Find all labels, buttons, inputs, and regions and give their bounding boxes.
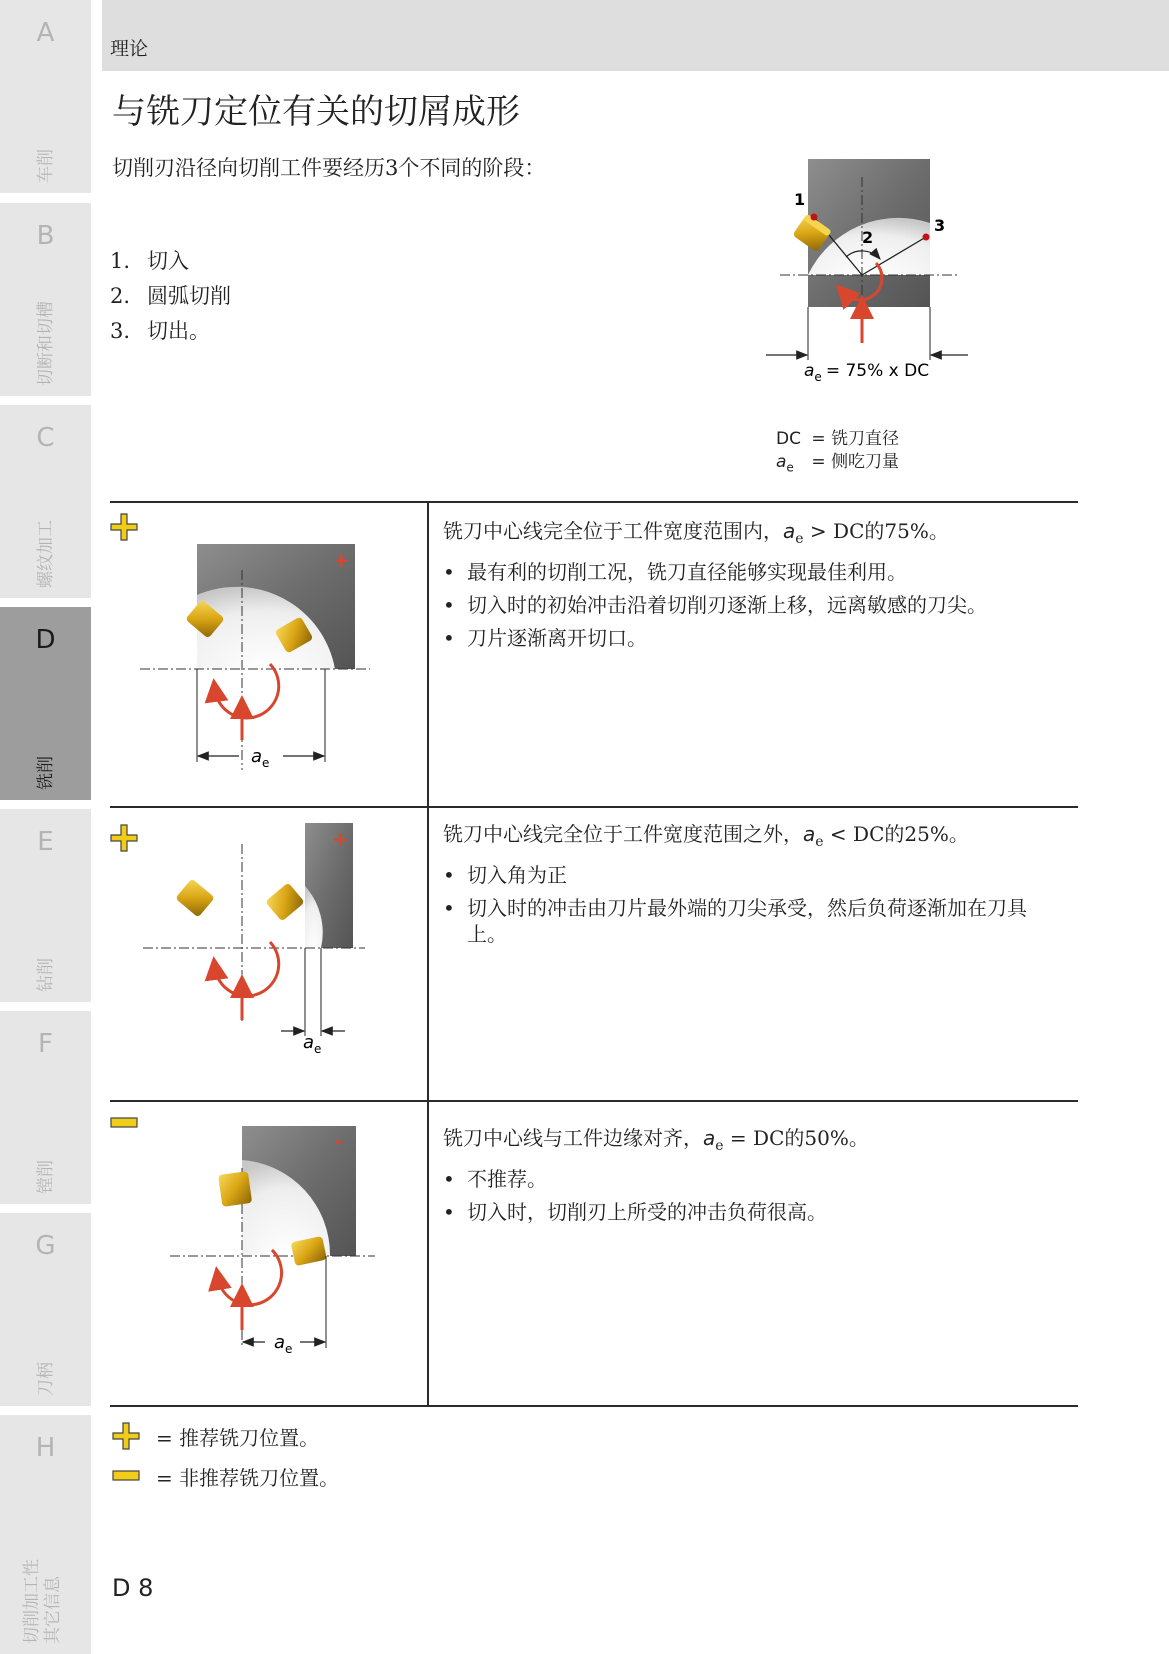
rotation-arrow [215,664,279,718]
side-tab-f[interactable] [0,1011,91,1204]
list-item [110,279,231,314]
side-tab-label: 刀柄 [36,1362,56,1396]
row-description [443,821,1073,954]
side-tab-label-line2: 其它信息 [43,1576,63,1644]
stage-text: 切入 [147,249,189,273]
rotation-arrow [218,1250,282,1305]
side-tab-letter: B [36,221,55,251]
side-tab-letter: F [38,1029,53,1059]
legend-text: = 推荐铣刀位置。 [156,1426,320,1450]
side-tab-d[interactable] [0,607,91,800]
stage-number: 1. [110,249,131,273]
workpiece-sign: + [332,827,349,851]
definitions [776,428,899,479]
entry-point [811,214,818,221]
table-rule [110,1405,1078,1407]
list-item: • 切入时的冲击由刀片最外端的刀尖承受，然后负荷逐渐加在刀具上。 [443,895,1073,947]
definition-symbol: DC [776,429,801,449]
definition-row [776,428,899,451]
side-tab-label: 车削 [36,149,56,183]
workpiece-sign: + [333,548,350,572]
dimension-label: $a_e$ [251,746,270,770]
header-bar [102,0,1169,71]
row-lead: 铣刀中心线完全位于工件宽度范围之外，$a_e$ < DC的25%。 [443,822,969,850]
side-tab-letter: E [37,827,54,857]
table-divider [427,501,429,1407]
side-tab-label: 钻削 [36,958,56,992]
side-tab-h[interactable] [0,1415,91,1654]
side-tab-letter: D [35,625,56,655]
side-tab-e[interactable] [0,809,91,1002]
definition-eq: = [811,429,826,449]
workpiece-sign: - [334,1129,343,1153]
minus-mark-icon [110,1116,138,1130]
side-tab-label: 铣削 [36,756,56,790]
definition-meaning: 铣刀直径 [831,429,900,449]
side-tab-label: 镗削 [36,1160,56,1194]
stage-label-2: 2 [862,228,874,247]
position-figure-full [135,540,375,780]
row-description [443,518,1073,658]
table-rule [110,501,1078,503]
legend-not-recommended [112,1462,340,1495]
list-item: • 刀片逐渐离开切口。 [443,625,1073,651]
side-tab-letter: G [35,1231,56,1261]
stage-number: 2. [110,284,131,308]
plus-mark-icon [110,513,138,541]
definition-row [776,451,899,479]
list-item: • 不推荐。 [443,1166,1073,1192]
list-item: • 切入角为正 [443,862,1073,888]
list-item: • 切入时，切削刃上所受的冲击负荷很高。 [443,1199,1073,1225]
phases-figure [760,155,970,387]
list-item: • 切入时的初始冲击沿着切削刃逐渐上移，远离敏感的刀尖。 [443,592,1073,618]
dimension-label: $a_e$ [274,1332,293,1356]
side-tab-c[interactable] [0,405,91,598]
definition-eq: = [811,452,826,472]
minus-mark-icon [112,1462,140,1490]
list-item [110,244,231,279]
page-title: 与铣刀定位有关的切屑成形 [112,92,520,132]
row-description [443,1125,1073,1232]
side-tab-letter: C [36,423,55,453]
page-number: D 8 [112,1574,154,1602]
insert [265,882,305,921]
side-tab-label: 螺纹加工 [36,520,56,588]
side-tab-a[interactable] [0,0,91,193]
plus-mark-icon [110,824,138,852]
stage-list [110,244,231,349]
legend-text: = 非推荐铣刀位置。 [156,1466,340,1490]
side-tab-letter: H [35,1433,56,1463]
side-tab-g[interactable] [0,1213,91,1406]
insert [175,878,215,917]
insert [218,1171,252,1207]
stage-label-3: 3 [934,216,946,235]
list-item: • 最有利的切削工况，铣刀直径能够实现最佳利用。 [443,559,1073,585]
side-tab-letter: A [36,18,55,48]
definition-meaning: 侧吃刀量 [831,452,900,472]
stage-text: 圆弧切削 [147,284,231,308]
exit-point [923,234,930,241]
table-rule [110,806,1078,808]
dimension-label: $a_e$ [303,1032,322,1056]
side-tab-label-line1: 切削加工性 [22,1559,42,1644]
stage-number: 3. [110,319,131,343]
position-figure-edge [160,1120,380,1360]
row-lead: 铣刀中心线完全位于工件宽度范围内，$a_e$ > DC的75%。 [443,519,949,547]
stage-label-1: 1 [794,190,806,209]
section-label: 理论 [110,38,149,60]
plus-mark-icon [112,1422,140,1450]
table-rule [110,1100,1078,1102]
position-figure-outside [135,816,375,1056]
definition-symbol: $a_e$ [776,452,794,475]
rotation-arrow [215,942,279,996]
side-tab-label: 切断和切槽 [36,301,56,386]
row-lead: 铣刀中心线与工件边缘对齐，$a_e$ = DC的50%。 [443,1126,869,1154]
intro-text: 切削刃沿径向切削工件要经历3个不同的阶段： [112,156,546,180]
legend-recommended [112,1422,320,1455]
dimension-label: $a_e = 75\%$ x DC [804,361,930,384]
list-item [110,314,231,349]
stage-text: 切出。 [147,319,210,343]
side-tab-b[interactable] [0,203,91,396]
